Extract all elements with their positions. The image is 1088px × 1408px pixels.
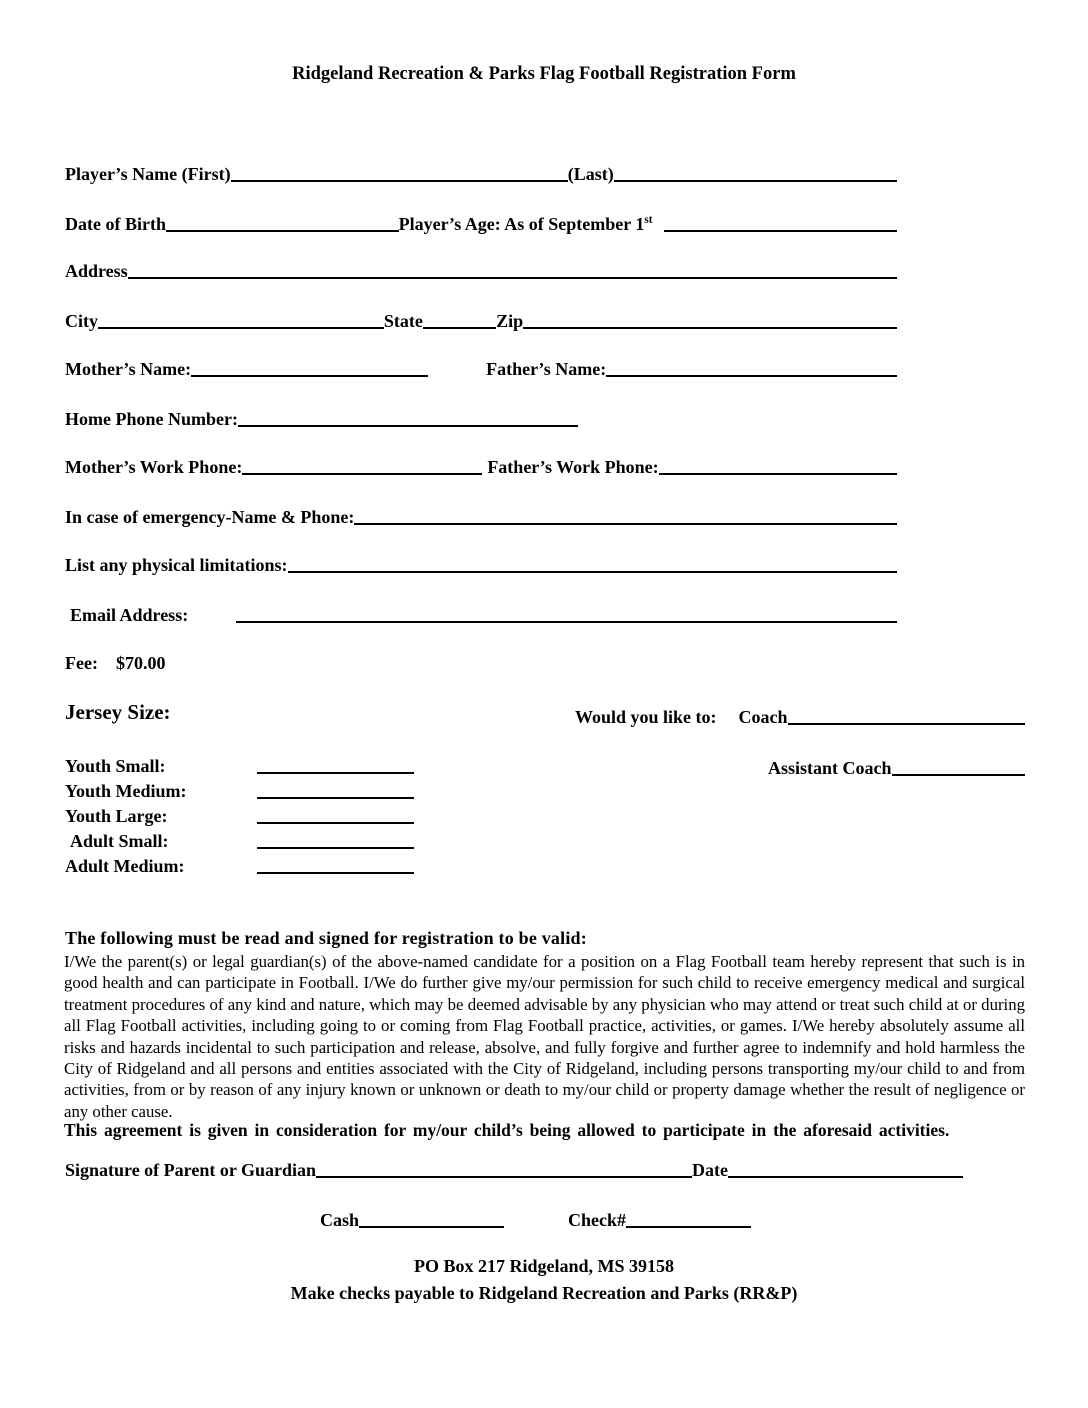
dob-age-row [65,214,897,235]
coach-field[interactable] [788,723,1025,725]
address-field[interactable] [128,277,897,279]
date-field[interactable] [728,1176,963,1178]
check-number-label: Check# [568,1210,627,1230]
jersey-adult-medium-label: Adult Medium: [65,856,185,876]
jersey-adult-medium-field[interactable] [257,872,414,874]
state-label: State [383,311,423,331]
address-label: Address [65,261,128,281]
po-box-line: PO Box 217 Ridgeland, MS 39158 [413,1256,675,1276]
home-phone-field[interactable] [238,425,578,427]
jersey-youth-medium-label: Youth Medium: [65,781,187,801]
physical-limitations-field[interactable] [288,571,897,573]
jersey-youth-small-label: Youth Small: [65,756,166,776]
player-last-label: (Last) [567,164,614,184]
jersey-youth-medium-field[interactable] [257,797,414,799]
agreement-closing: This agreement is given in consideration for my/our child’s being allowed to participate in the aforesaid activities. [64,1120,950,1140]
player-name-row [65,164,897,185]
agreement-heading: The following must be read and signed for registration to be valid: [65,928,587,948]
dob-label: Date of Birth [65,214,166,234]
jersey-size-heading: Jersey Size: [65,700,171,724]
address-row [65,261,897,282]
limitations-label: List any physical limitations: [65,555,288,575]
fee-value: $70.00 [115,653,166,673]
emergency-label: In case of emergency-Name & Phone: [65,507,355,527]
mother-work-phone-field[interactable] [242,473,482,475]
fee-row [65,653,897,674]
father-name-label: Father’s Name: [486,359,607,379]
mother-name-label: Mother’s Name: [65,359,192,379]
signature-row [65,1160,963,1181]
volunteer-coach-row [575,707,1025,728]
mother-name-field[interactable] [191,375,428,377]
email-label: Email Address: [70,605,189,625]
mother-work-phone-label: Mother’s Work Phone: [65,457,243,477]
city-field[interactable] [98,327,384,329]
zip-field[interactable] [523,327,897,329]
state-field[interactable] [423,327,496,329]
age-label: Player’s Age: As of September 1st [398,214,653,234]
spacer [717,722,739,723]
coach-label: Coach [738,707,788,727]
assistant-coach-field[interactable] [892,774,1025,776]
limitations-row [65,555,897,576]
spacer [652,229,664,230]
age-superscript: st [644,214,653,226]
zip-label: Zip [496,311,524,331]
jersey-adult-small-field[interactable] [257,847,414,849]
jersey-youth-large-label: Youth Large: [65,806,168,826]
dob-field[interactable] [166,230,399,232]
parents-name-row [65,359,897,380]
spacer [504,1225,568,1226]
volunteer-assistant-row [768,758,1025,779]
city-label: City [65,311,98,331]
home-phone-label: Home Phone Number: [65,409,238,429]
player-first-label: Player’s Name (First) [65,164,231,184]
home-phone-row [65,409,897,430]
jersey-option-row [65,756,417,777]
jersey-option-row [65,806,417,827]
emergency-row [65,507,897,528]
payment-row [320,1210,751,1231]
work-phones-row [65,457,897,478]
fee-label: Fee: [65,653,98,673]
agreement-body: I/We the parent(s) or legal guardian(s) of the above-named candidate for a position on a Flag Football team hereby represent that such is in good health and can participate in Football. I/We do further give my/our permission for such child to receive emergency medical and surgical treatment procedures of any kind and nature, which may be deemed advisable by any physician who may attend or treat such child at or during all Flag Football activities, including going to or coming from Flag Football practice, activities, or games. I/We hereby absolutely assume all risks and hazards incidental to such participation and release, absolve, and fully forgive and further agree to indemnify and hold harmless the City of Ridgeland and all persons and entities associated with the City of Ridgeland, including persons transporting my/our child to and from activities, from or by reason of any injury known or unknown or death to my/our child or property damage whether the result of negligence or any other cause. [64,952,1025,1121]
jersey-youth-small-field[interactable] [257,772,414,774]
jersey-option-row [65,781,417,802]
date-label: Date [692,1160,728,1180]
spacer [428,374,486,375]
jersey-option-row [65,856,417,877]
spacer [188,620,236,621]
cash-field[interactable] [359,1226,504,1228]
jersey-option-row [65,831,417,852]
jersey-adult-small-label: Adult Small: [70,831,169,851]
spacer [98,668,116,669]
checks-payable-line: Make checks payable to Ridgeland Recreation and Parks (RR&P) [290,1283,798,1303]
age-field[interactable] [664,230,897,232]
email-row [65,605,897,626]
assistant-coach-label: Assistant Coach [768,758,892,778]
city-state-zip-row [65,311,897,332]
email-field[interactable] [236,621,897,623]
volunteer-prompt: Would you like to: [575,707,717,727]
signature-label: Signature of Parent or Guardian [65,1160,317,1180]
check-number-field[interactable] [626,1226,751,1228]
signature-field[interactable] [316,1176,692,1178]
emergency-contact-field[interactable] [354,523,897,525]
player-first-name-field[interactable] [231,180,568,182]
jersey-youth-large-field[interactable] [257,822,414,824]
father-work-phone-field[interactable] [659,473,897,475]
father-work-phone-label: Father’s Work Phone: [487,457,659,477]
father-name-field[interactable] [606,375,897,377]
player-last-name-field[interactable] [614,180,897,182]
cash-label: Cash [320,1210,360,1230]
form-title: Ridgeland Recreation & Parks Flag Football Registration Form [292,64,796,84]
